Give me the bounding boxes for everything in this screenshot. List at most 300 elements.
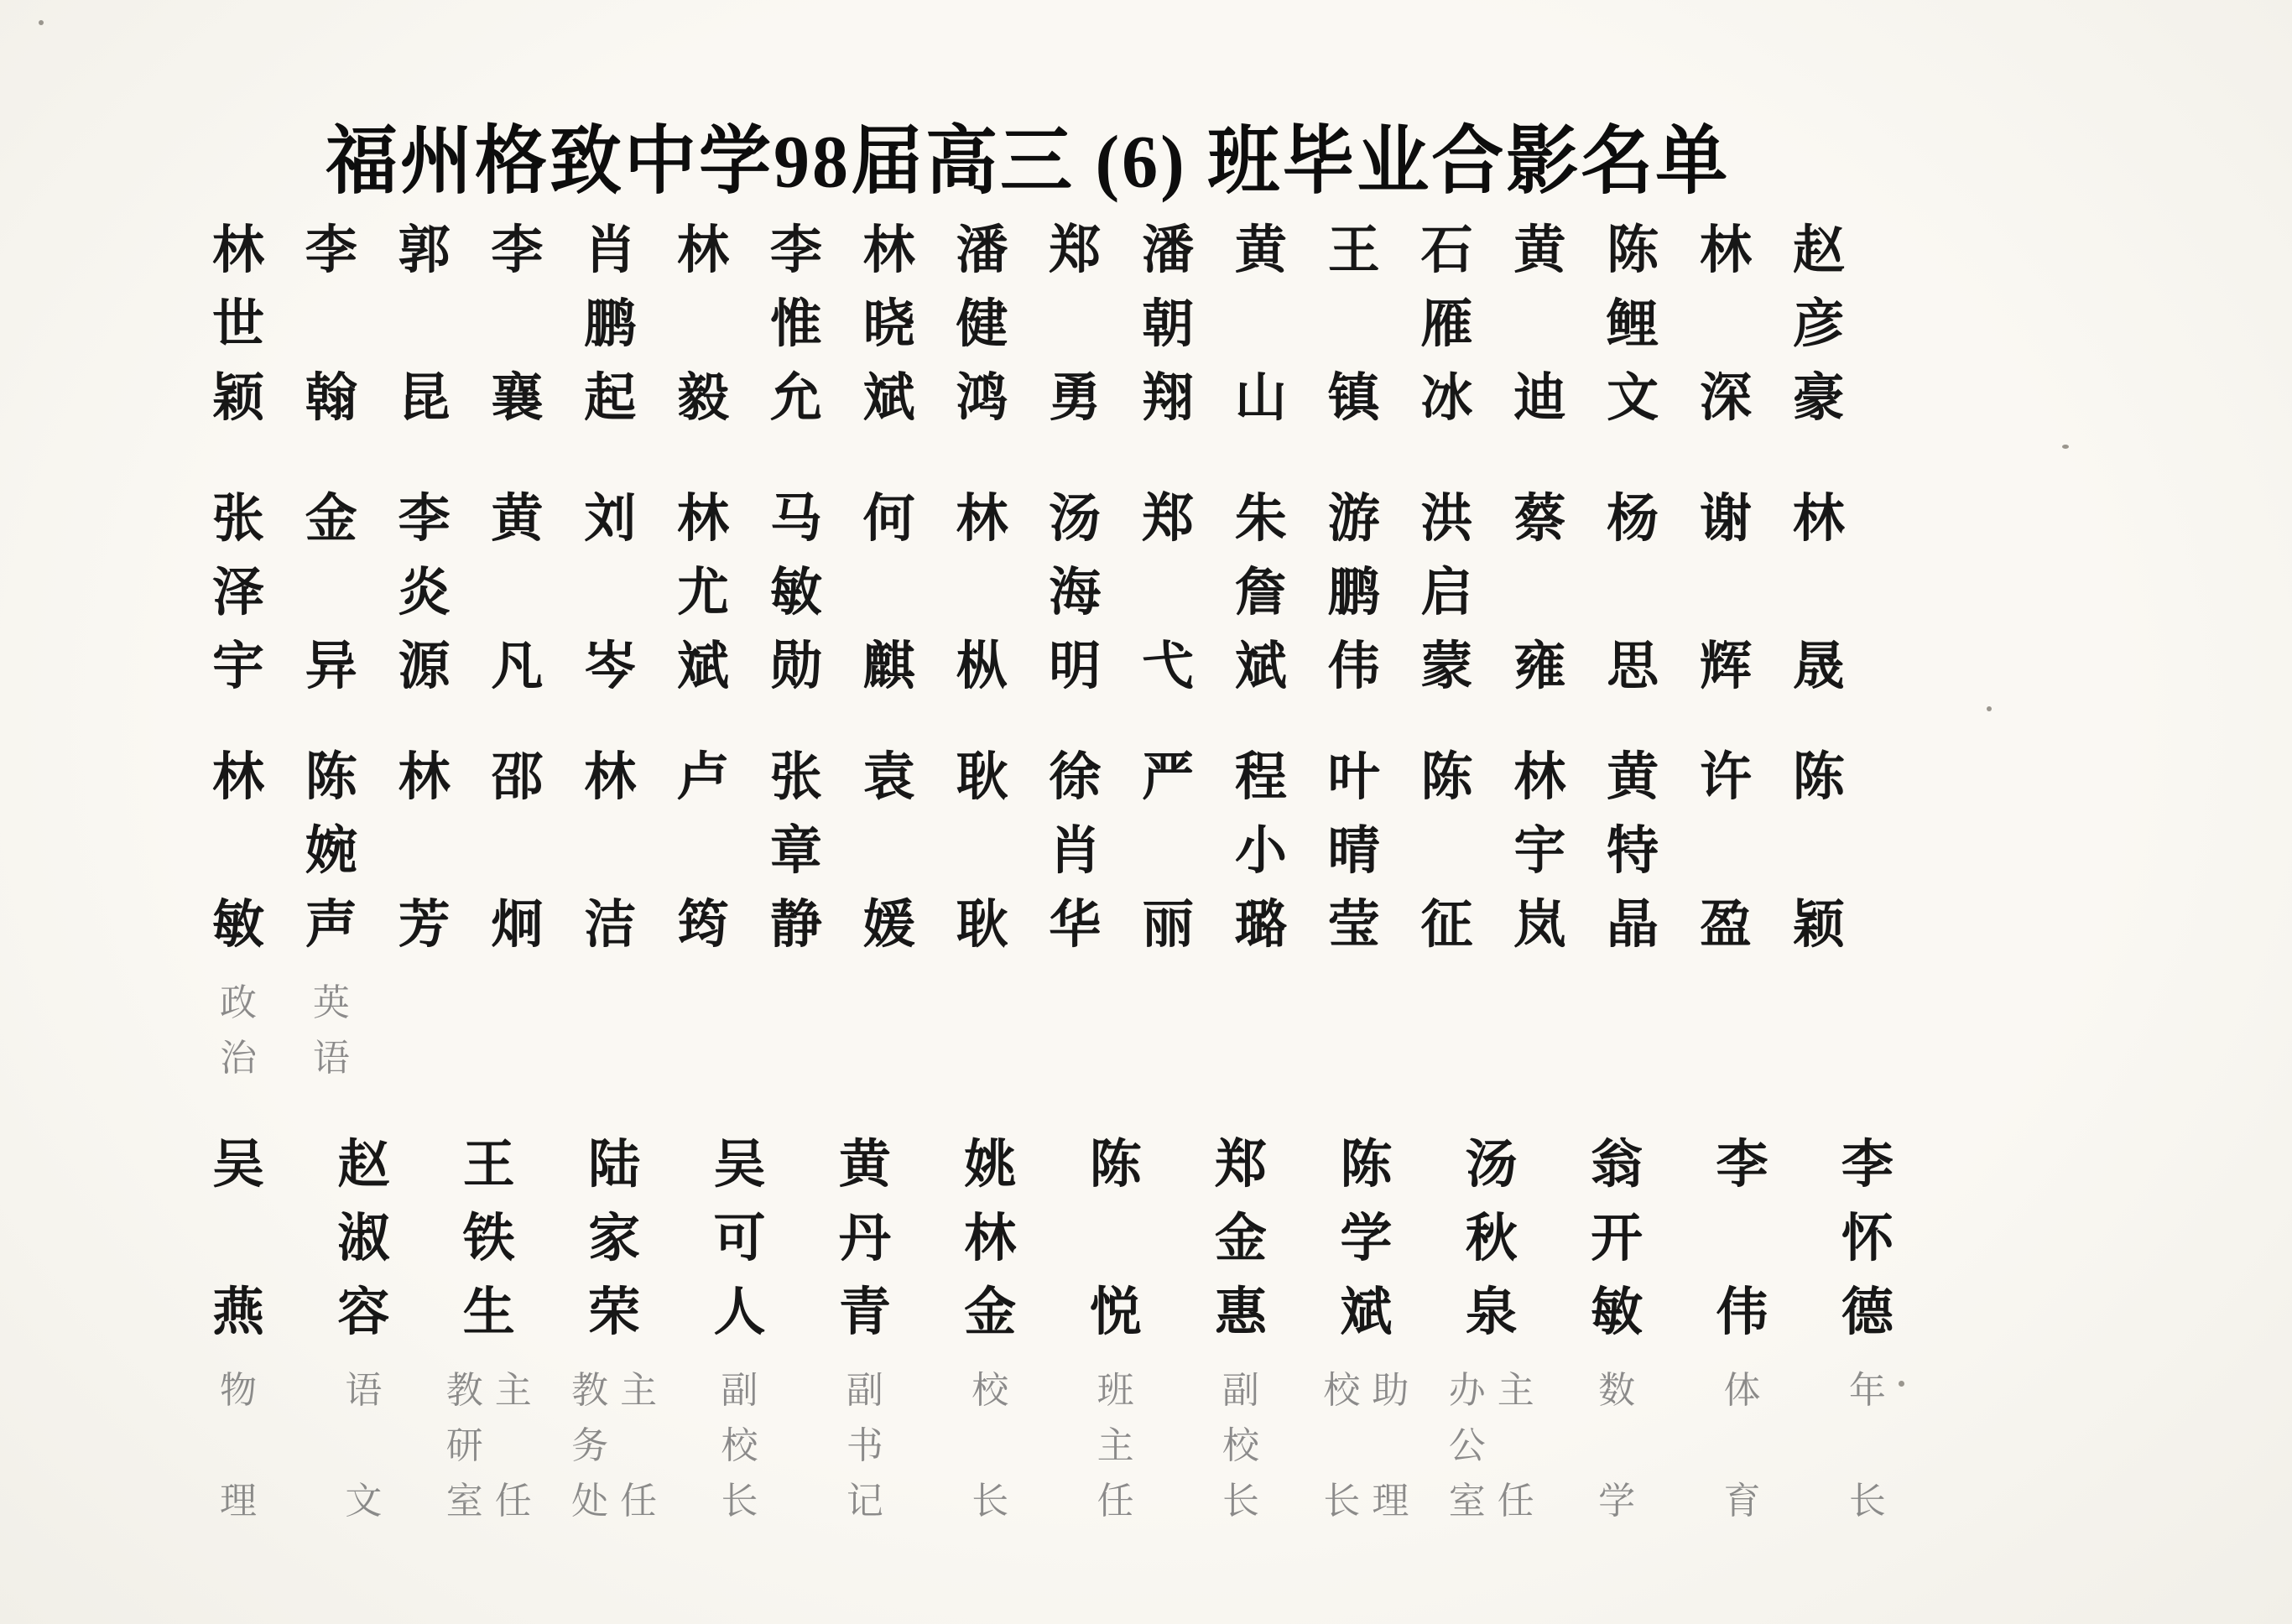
name-char: 荣 bbox=[588, 1284, 641, 1341]
name-column bbox=[835, 1129, 895, 1530]
name-char: 晓 bbox=[862, 296, 915, 353]
name-char bbox=[859, 557, 919, 631]
name-char: 林 bbox=[398, 749, 451, 806]
role-label-column bbox=[1596, 1364, 1638, 1530]
role-label-char: 办 bbox=[1448, 1370, 1486, 1411]
name-column bbox=[1323, 1129, 1409, 1530]
role-label-char: 育 bbox=[1723, 1481, 1761, 1522]
scan-speck bbox=[1899, 1381, 1904, 1387]
name-char: 盈 bbox=[1699, 897, 1752, 954]
role-label-char: 主 bbox=[1097, 1425, 1134, 1466]
role-label-char: 副 bbox=[846, 1370, 883, 1411]
name-char bbox=[1789, 815, 1849, 889]
name-column bbox=[1138, 215, 1198, 436]
name-column bbox=[1324, 742, 1384, 1143]
name-column bbox=[1138, 742, 1198, 1143]
role-label bbox=[444, 1364, 534, 1530]
name-column bbox=[1509, 742, 1570, 1143]
name-column bbox=[1586, 1129, 1647, 1530]
name-char: 辉 bbox=[1699, 638, 1752, 695]
name-char: 声 bbox=[305, 897, 357, 954]
name-char: 林 bbox=[677, 491, 730, 548]
name-char: 洁 bbox=[584, 897, 637, 954]
role-label bbox=[1321, 1364, 1411, 1530]
name-char: 吴 bbox=[713, 1137, 766, 1194]
name-char: 丹 bbox=[838, 1210, 891, 1267]
name-char: 斌 bbox=[1234, 638, 1287, 695]
name-column bbox=[208, 1129, 268, 1530]
name-char: 林 bbox=[1792, 491, 1845, 548]
name-char: 陈 bbox=[305, 749, 357, 806]
name-column bbox=[580, 483, 640, 705]
role-label-column bbox=[569, 1364, 611, 1530]
name-char: 朱 bbox=[1234, 491, 1287, 548]
role-label-column bbox=[1847, 1364, 1888, 1530]
name-char: 勋 bbox=[769, 638, 822, 695]
role-label-char: 政 bbox=[220, 982, 257, 1023]
role-label-column bbox=[217, 1364, 259, 1530]
name-char: 弋 bbox=[1142, 638, 1195, 695]
name-char: 耿 bbox=[956, 897, 1008, 954]
role-label-char: 处 bbox=[571, 1481, 609, 1522]
name-char: 可 bbox=[713, 1210, 766, 1267]
name-char: 严 bbox=[1142, 749, 1195, 806]
name-column bbox=[487, 483, 547, 705]
name-char: 源 bbox=[398, 638, 451, 695]
role-label-char bbox=[1369, 1419, 1411, 1475]
scan-speck bbox=[1987, 706, 1992, 711]
name-char: 青 bbox=[838, 1284, 891, 1341]
name-char: 毅 bbox=[677, 370, 730, 427]
name-char: 文 bbox=[1607, 370, 1659, 427]
name-char: 昆 bbox=[398, 370, 451, 427]
name-column bbox=[580, 215, 640, 436]
name-column bbox=[673, 483, 733, 705]
name-column bbox=[952, 215, 1013, 436]
name-char: 颖 bbox=[1792, 897, 1845, 954]
name-column bbox=[766, 215, 826, 436]
role-label-char bbox=[1596, 1419, 1638, 1475]
name-char: 李 bbox=[1841, 1137, 1894, 1194]
role-label-char: 长 bbox=[971, 1481, 1009, 1522]
name-column bbox=[1509, 215, 1570, 436]
role-label-char: 公 bbox=[1448, 1425, 1486, 1466]
name-char bbox=[580, 815, 640, 889]
role-label-char: 治 bbox=[220, 1038, 257, 1079]
role-label-char: 数 bbox=[1598, 1370, 1636, 1411]
name-char: 赵 bbox=[337, 1137, 390, 1194]
name-char: 襄 bbox=[491, 370, 544, 427]
name-column bbox=[301, 483, 362, 705]
name-char: 陈 bbox=[1792, 749, 1845, 806]
name-column bbox=[1044, 742, 1105, 1143]
name-char: 征 bbox=[1420, 897, 1473, 954]
name-column bbox=[952, 483, 1013, 705]
name-column bbox=[1696, 483, 1756, 705]
name-column bbox=[673, 742, 733, 1143]
name-char bbox=[1417, 815, 1477, 889]
role-label-column bbox=[444, 1364, 486, 1530]
name-char: 潘 bbox=[1142, 222, 1195, 279]
name-char: 允 bbox=[769, 370, 822, 427]
name-char: 马 bbox=[769, 491, 822, 548]
role-label-column bbox=[719, 1364, 761, 1530]
name-char: 静 bbox=[769, 897, 822, 954]
role-label-char: 副 bbox=[721, 1370, 758, 1411]
name-char: 潘 bbox=[956, 222, 1008, 279]
role-label-char: 室 bbox=[445, 1481, 483, 1522]
name-char: 怀 bbox=[1841, 1210, 1894, 1267]
name-char: 斌 bbox=[677, 638, 730, 695]
name-char: 豪 bbox=[1792, 370, 1845, 427]
role-label-char: 学 bbox=[1598, 1481, 1636, 1522]
name-char: 凡 bbox=[491, 638, 544, 695]
name-char bbox=[952, 815, 1013, 889]
name-char: 悦 bbox=[1089, 1284, 1142, 1341]
role-label-char: 班 bbox=[1097, 1370, 1134, 1411]
role-label-char: 文 bbox=[345, 1481, 383, 1522]
name-char bbox=[1712, 1203, 1773, 1277]
name-char: 林 bbox=[1513, 749, 1566, 806]
name-char: 黄 bbox=[1513, 222, 1566, 279]
name-char: 铁 bbox=[462, 1210, 515, 1267]
name-char: 李 bbox=[769, 222, 822, 279]
role-label-char: 任 bbox=[494, 1481, 532, 1522]
name-column bbox=[571, 1129, 658, 1530]
name-char: 林 bbox=[211, 749, 264, 806]
name-char: 黄 bbox=[1234, 222, 1287, 279]
name-char: 德 bbox=[1841, 1284, 1894, 1341]
name-char: 莹 bbox=[1327, 897, 1380, 954]
role-label-char: 英 bbox=[312, 982, 350, 1023]
name-char: 卢 bbox=[677, 749, 730, 806]
role-label bbox=[969, 1364, 1011, 1530]
name-char: 家 bbox=[588, 1210, 641, 1267]
name-column bbox=[766, 483, 826, 705]
role-label-char: 研 bbox=[445, 1425, 483, 1466]
role-label-char: 理 bbox=[1372, 1481, 1409, 1522]
role-label bbox=[217, 976, 259, 1143]
name-char bbox=[487, 289, 547, 362]
name-char: 勇 bbox=[1049, 370, 1102, 427]
name-char: 芳 bbox=[398, 897, 451, 954]
name-char: 婉 bbox=[305, 823, 357, 880]
name-char: 媛 bbox=[862, 897, 915, 954]
name-column bbox=[960, 1129, 1020, 1530]
name-char: 翔 bbox=[1142, 370, 1195, 427]
role-label-char: 语 bbox=[312, 1038, 350, 1079]
role-label-char: 务 bbox=[571, 1425, 609, 1466]
name-char: 徐 bbox=[1049, 749, 1102, 806]
role-label-column bbox=[217, 976, 259, 1143]
name-char bbox=[1789, 557, 1849, 631]
name-char: 生 bbox=[462, 1284, 515, 1341]
name-column bbox=[1509, 483, 1570, 705]
name-char bbox=[1138, 557, 1198, 631]
name-char: 岚 bbox=[1513, 897, 1566, 954]
name-char bbox=[301, 557, 362, 631]
role-label-char bbox=[617, 1419, 659, 1475]
name-column bbox=[1231, 742, 1291, 1143]
name-column bbox=[1448, 1129, 1534, 1530]
name-char bbox=[1044, 289, 1105, 362]
name-char: 游 bbox=[1327, 491, 1380, 548]
name-char bbox=[1138, 815, 1198, 889]
name-char: 小 bbox=[1234, 823, 1287, 880]
role-label-char bbox=[1495, 1419, 1537, 1475]
name-char bbox=[1086, 1203, 1146, 1277]
name-char: 山 bbox=[1234, 370, 1287, 427]
name-char: 林 bbox=[956, 491, 1008, 548]
name-char: 刘 bbox=[584, 491, 637, 548]
name-char bbox=[580, 557, 640, 631]
name-char: 张 bbox=[769, 749, 822, 806]
name-char: 炯 bbox=[491, 897, 544, 954]
role-label-char: 主 bbox=[620, 1370, 658, 1411]
role-label-char: 主 bbox=[494, 1370, 532, 1411]
name-char: 郑 bbox=[1142, 491, 1195, 548]
role-label-column bbox=[492, 1364, 534, 1530]
name-char: 杨 bbox=[1607, 491, 1659, 548]
name-column bbox=[1837, 1129, 1898, 1530]
name-char bbox=[859, 815, 919, 889]
name-char bbox=[1602, 557, 1663, 631]
document-title: 福州格致中学98届高三 (6) 班毕业合影名单 bbox=[326, 119, 1731, 204]
name-char: 起 bbox=[584, 370, 637, 427]
name-char: 开 bbox=[1591, 1210, 1643, 1267]
name-char: 异 bbox=[305, 638, 357, 695]
name-column bbox=[1231, 215, 1291, 436]
name-column bbox=[394, 742, 455, 1143]
name-char: 陈 bbox=[1607, 222, 1659, 279]
name-char bbox=[1696, 289, 1756, 362]
name-column bbox=[445, 1129, 532, 1530]
name-char: 鲤 bbox=[1607, 296, 1659, 353]
name-char: 金 bbox=[1214, 1210, 1267, 1267]
name-char: 李 bbox=[1716, 1137, 1768, 1194]
name-char: 镇 bbox=[1327, 370, 1380, 427]
name-char bbox=[673, 289, 733, 362]
role-label-char bbox=[1722, 1419, 1763, 1475]
name-char bbox=[1696, 815, 1756, 889]
name-char: 丽 bbox=[1142, 897, 1195, 954]
name-char bbox=[1509, 289, 1570, 362]
name-column bbox=[208, 483, 268, 705]
name-column bbox=[1044, 215, 1105, 436]
name-char: 海 bbox=[1049, 565, 1102, 622]
name-char: 林 bbox=[677, 222, 730, 279]
name-char: 尤 bbox=[677, 565, 730, 622]
role-label-char: 体 bbox=[1723, 1370, 1761, 1411]
role-label-char: 书 bbox=[846, 1425, 883, 1466]
name-char: 何 bbox=[862, 491, 915, 548]
name-char: 晴 bbox=[1327, 823, 1380, 880]
name-char: 敏 bbox=[1591, 1284, 1643, 1341]
name-char: 肖 bbox=[1049, 823, 1102, 880]
name-column bbox=[208, 215, 268, 436]
role-label-char: 语 bbox=[345, 1370, 383, 1411]
name-char: 叶 bbox=[1327, 749, 1380, 806]
role-label-char bbox=[1847, 1419, 1888, 1475]
name-char bbox=[208, 1203, 268, 1277]
role-label-char bbox=[492, 1419, 534, 1475]
scan-speck bbox=[39, 20, 44, 25]
name-char: 谢 bbox=[1699, 491, 1752, 548]
name-char: 炎 bbox=[398, 565, 451, 622]
name-char: 郭 bbox=[398, 222, 451, 279]
name-column bbox=[1602, 742, 1663, 1143]
role-label-column bbox=[1095, 1364, 1137, 1530]
name-char: 人 bbox=[713, 1284, 766, 1341]
role-label-char: 年 bbox=[1848, 1370, 1886, 1411]
role-label bbox=[1847, 1364, 1888, 1530]
name-char: 翰 bbox=[305, 370, 357, 427]
role-label-char: 长 bbox=[1848, 1481, 1886, 1522]
name-char bbox=[487, 815, 547, 889]
role-label bbox=[844, 1364, 886, 1530]
role-label bbox=[1722, 1364, 1763, 1530]
name-char: 李 bbox=[491, 222, 544, 279]
name-char: 筠 bbox=[677, 897, 730, 954]
name-column bbox=[1789, 215, 1849, 436]
name-char: 邵 bbox=[491, 749, 544, 806]
name-char: 蔡 bbox=[1513, 491, 1566, 548]
name-char: 洪 bbox=[1420, 491, 1473, 548]
name-char bbox=[1509, 557, 1570, 631]
name-column bbox=[1789, 742, 1849, 1143]
name-char bbox=[208, 815, 268, 889]
name-column bbox=[1696, 742, 1756, 1143]
name-column bbox=[1696, 215, 1756, 436]
name-char: 金 bbox=[964, 1284, 1017, 1341]
role-label-char: 长 bbox=[1323, 1481, 1361, 1522]
role-label-char: 任 bbox=[1497, 1481, 1534, 1522]
name-char: 特 bbox=[1607, 823, 1659, 880]
name-char: 明 bbox=[1049, 638, 1102, 695]
name-char bbox=[673, 815, 733, 889]
role-label-char: 校 bbox=[971, 1370, 1009, 1411]
name-char: 璐 bbox=[1234, 897, 1287, 954]
name-char: 金 bbox=[305, 491, 357, 548]
name-column bbox=[208, 742, 268, 1143]
name-char: 学 bbox=[1340, 1210, 1393, 1267]
role-label-char: 室 bbox=[1448, 1481, 1486, 1522]
name-char: 朝 bbox=[1142, 296, 1195, 353]
name-char: 黄 bbox=[1607, 749, 1659, 806]
name-column bbox=[1602, 483, 1663, 705]
name-column bbox=[1602, 215, 1663, 436]
name-char: 敏 bbox=[211, 897, 264, 954]
name-char: 彦 bbox=[1792, 296, 1845, 353]
name-column bbox=[859, 215, 919, 436]
name-char: 詹 bbox=[1234, 565, 1287, 622]
name-char: 泉 bbox=[1465, 1284, 1518, 1341]
name-char bbox=[301, 289, 362, 362]
name-column bbox=[1138, 483, 1198, 705]
role-label-column bbox=[617, 1364, 659, 1530]
name-char: 雁 bbox=[1420, 296, 1473, 353]
name-char: 鹏 bbox=[1327, 565, 1380, 622]
name-char: 林 bbox=[862, 222, 915, 279]
role-label-char: 教 bbox=[445, 1370, 483, 1411]
role-label bbox=[310, 976, 352, 1143]
name-char: 林 bbox=[211, 222, 264, 279]
role-label-char: 校 bbox=[1323, 1370, 1361, 1411]
role-label-column bbox=[342, 1364, 384, 1530]
role-label-char: 长 bbox=[721, 1481, 758, 1522]
role-label-column bbox=[1369, 1364, 1411, 1530]
name-column bbox=[1712, 1129, 1773, 1530]
name-char: 姚 bbox=[964, 1137, 1017, 1194]
name-char: 斌 bbox=[862, 370, 915, 427]
name-char: 枞 bbox=[956, 638, 1008, 695]
name-char: 陈 bbox=[1420, 749, 1473, 806]
name-char: 晟 bbox=[1792, 638, 1845, 695]
staff-name-row bbox=[208, 1129, 1898, 1530]
name-char bbox=[1231, 289, 1291, 362]
role-label-char: 副 bbox=[1222, 1370, 1259, 1411]
role-label-column bbox=[1722, 1364, 1763, 1530]
name-char: 汤 bbox=[1049, 491, 1102, 548]
name-char: 黄 bbox=[491, 491, 544, 548]
role-label-char: 助 bbox=[1372, 1370, 1409, 1411]
name-column bbox=[394, 215, 455, 436]
role-label bbox=[217, 1364, 259, 1530]
name-char: 泽 bbox=[211, 565, 264, 622]
name-char: 秋 bbox=[1465, 1210, 1518, 1267]
role-label-char: 物 bbox=[220, 1370, 257, 1411]
name-char: 容 bbox=[337, 1284, 390, 1341]
name-column bbox=[301, 215, 362, 436]
name-column bbox=[487, 215, 547, 436]
role-label bbox=[342, 1364, 384, 1530]
role-label bbox=[1446, 1364, 1537, 1530]
student-name-row-3 bbox=[208, 742, 1849, 1143]
name-char: 肖 bbox=[584, 222, 637, 279]
name-char bbox=[1324, 289, 1384, 362]
name-char: 宇 bbox=[1513, 823, 1566, 880]
name-char: 世 bbox=[211, 296, 264, 353]
name-char: 赵 bbox=[1792, 222, 1845, 279]
role-label-char: 理 bbox=[220, 1481, 257, 1522]
role-label-char: 教 bbox=[571, 1370, 609, 1411]
name-char: 黄 bbox=[838, 1137, 891, 1194]
student-name-row-1 bbox=[208, 215, 1849, 436]
name-char: 思 bbox=[1607, 638, 1659, 695]
role-label bbox=[1596, 1364, 1638, 1530]
name-char: 惟 bbox=[769, 296, 822, 353]
name-char: 岑 bbox=[584, 638, 637, 695]
name-char bbox=[394, 289, 455, 362]
name-char: 深 bbox=[1699, 370, 1752, 427]
name-column bbox=[1417, 215, 1477, 436]
name-char: 启 bbox=[1420, 565, 1473, 622]
name-char: 王 bbox=[462, 1137, 515, 1194]
role-label-char bbox=[217, 1419, 259, 1475]
name-column bbox=[859, 742, 919, 1143]
name-char: 宇 bbox=[211, 638, 264, 695]
name-char: 张 bbox=[211, 491, 264, 548]
name-column bbox=[333, 1129, 393, 1530]
name-char: 李 bbox=[305, 222, 357, 279]
role-label-char: 任 bbox=[620, 1481, 658, 1522]
name-column bbox=[1086, 1129, 1146, 1530]
role-label-char: 长 bbox=[1222, 1481, 1259, 1522]
name-column bbox=[1231, 483, 1291, 705]
name-column bbox=[673, 215, 733, 436]
name-char: 郑 bbox=[1214, 1137, 1267, 1194]
name-column bbox=[1789, 483, 1849, 705]
